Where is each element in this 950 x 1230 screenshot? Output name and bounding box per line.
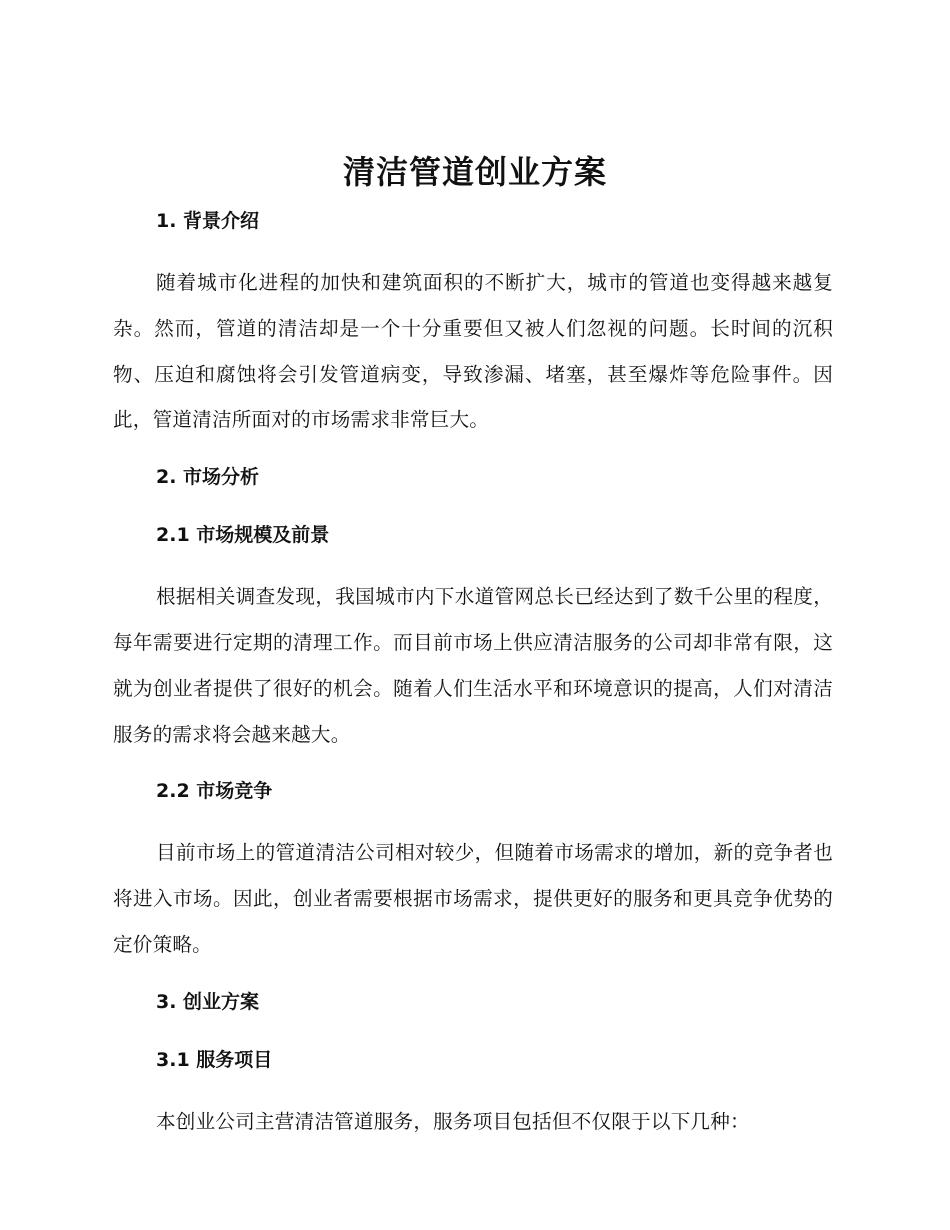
- paragraph-service-items: 本创业公司主营清洁管道服务，服务项目包括但不仅限于以下几种：: [156, 1109, 750, 1133]
- section-heading-business-plan: 3. 创业方案: [156, 990, 260, 1013]
- section-heading-market-size: 2.1 市场规模及前景: [156, 524, 330, 547]
- paragraph-market-size: 根据相关调查发现，我国城市内下水道管网总长已经达到了数千公里的程度，每年需要进行定期的清理工作。而目前市场上供应清洁服务的公司却非常有限，这就为创业者提供了很好的机会。随着人们生活水平和环境意识的提高，人们对清洁服务的需求将会越来越大。: [113, 585, 833, 746]
- section-heading-service-items: 3.1 服务项目: [156, 1048, 273, 1071]
- document-title: 清洁管道创业方案: [342, 153, 607, 191]
- document-body: [113, 206, 833, 1145]
- paragraph-background: 随着城市化进程的加快和建筑面积的不断扩大，城市的管道也变得越来越复杂。然而，管道的清洁却是一个十分重要但又被人们忽视的问题。长时间的沉积物、压迫和腐蚀将会引发管道病变，导致渗漏、堵塞，甚至爆炸等危险事件。因此，管道清洁所面对的市场需求非常巨大。: [113, 271, 833, 432]
- section-heading-market-competition: 2.2 市场竞争: [156, 780, 273, 803]
- section-heading-background: 1. 背景介绍: [156, 210, 260, 232]
- section-heading-market-analysis: 2. 市场分析: [156, 466, 260, 489]
- paragraph-market-competition: 目前市场上的管道清洁公司相对较少，但随着市场需求的增加，新的竞争者也将进入市场。因此，创业者需要根据市场需求，提供更好的服务和更具竞争优势的定价策略。: [113, 841, 833, 956]
